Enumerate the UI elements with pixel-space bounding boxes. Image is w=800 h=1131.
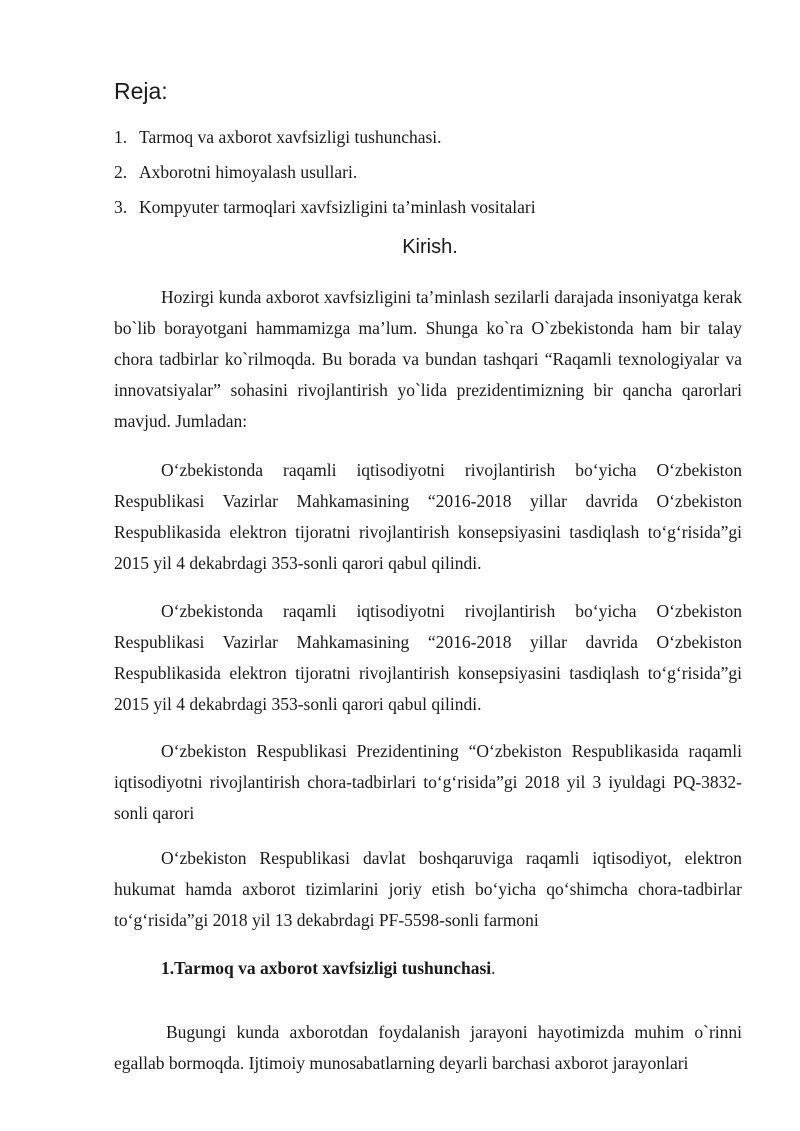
plan-item-text: Tarmoq va axborot xavfsizligi tushunchasi. <box>139 127 442 147</box>
plan-item <box>114 127 754 147</box>
plan-list <box>114 127 754 232</box>
plan-item-number: 2. <box>114 162 128 182</box>
intro-title: Kirish. <box>402 236 458 258</box>
plan-item <box>114 162 754 182</box>
paragraph-block <box>114 455 742 579</box>
paragraph: Hozirgi kunda axborot xavfsizligini ta’minlash sezilarli darajada insoniyatga kerak bo`lib borayotgani hammamizga ma’lum. Shunga ko`ra O`zbekistonda ham bir talay chora tadbirlar ko`rilmoqda. Bu borada va bundan tashqari “Raqamli texnologiyalar va innovatsiyalar” sohasini rivojlantirish yo`lida prezidentimizning bir qancha qarorlari mavjud. Jumladan: <box>114 287 742 431</box>
plan-item-number: 1. <box>114 127 128 147</box>
paragraph-block <box>114 596 742 720</box>
paragraph-block <box>114 1017 742 1079</box>
section-heading-text: 1.Tarmoq va axborot xavfsizligi tushunchasi <box>161 958 492 978</box>
section-heading-period: . <box>491 958 496 978</box>
plan-item <box>114 197 754 217</box>
paragraph: O‘zbekiston Respublikasi Prezidentining “O‘zbekiston Respublikasida raqamli iqtisodiyotni rivojlantirish chora-tadbirlari to‘g‘risida”gi 2018 yil 3 iyuldagi PQ-3832-sonli qarori <box>114 741 742 823</box>
plan-item-text: Axborotni himoyalash usullari. <box>139 162 358 182</box>
paragraph: O‘zbekiston Respublikasi davlat boshqaruviga raqamli iqtisodiyot, elektron hukumat hamda axborot tizimlarini joriy etish bo‘yicha qo‘shimcha chora-tadbirlar to‘g‘risida”gi 2018 yil 13 dekabrdagi PF-5598-sonli farmoni <box>114 848 742 930</box>
paragraph-block <box>114 843 742 936</box>
paragraph-block <box>114 736 742 829</box>
plan-item-number: 3. <box>114 197 128 217</box>
section-heading <box>114 953 742 984</box>
plan-item-text: Kompyuter tarmoqlari xavfsizligini ta’minlash vositalari <box>139 197 536 217</box>
paragraph: O‘zbekistonda raqamli iqtisodiyotni rivojlantirish bo‘yicha O‘zbekiston Respublikasi Vazirlar Mahkamasining “2016-2018 yillar davrida O‘zbekiston Respublikasida elektron tijoratni rivojlantirish konsepsiyasini tasdiqlash to‘g‘risida”gi 2015 yil 4 dekabrdagi 353-sonli qarori qabul qilindi. <box>114 460 742 573</box>
paragraph: O‘zbekistonda raqamli iqtisodiyotni rivojlantirish bo‘yicha O‘zbekiston Respublikasi Vazirlar Mahkamasining “2016-2018 yillar davrida O‘zbekiston Respublikasida elektron tijoratni rivojlantirish konsepsiyasini tasdiqlash to‘g‘risida”gi 2015 yil 4 dekabrdagi 353-sonli qarori qabul qilindi. <box>114 601 742 714</box>
paragraph-block <box>114 282 742 437</box>
section-heading-block <box>114 953 742 984</box>
plan-heading: Reja: <box>114 78 168 104</box>
paragraph: Bugungi kunda axborotdan foydalanish jarayoni hayotimizda muhim o`rinni egallab bormoqda. Ijtimoiy munosabatlarning deyarli barchasi axborot jarayonlari <box>114 1022 742 1073</box>
